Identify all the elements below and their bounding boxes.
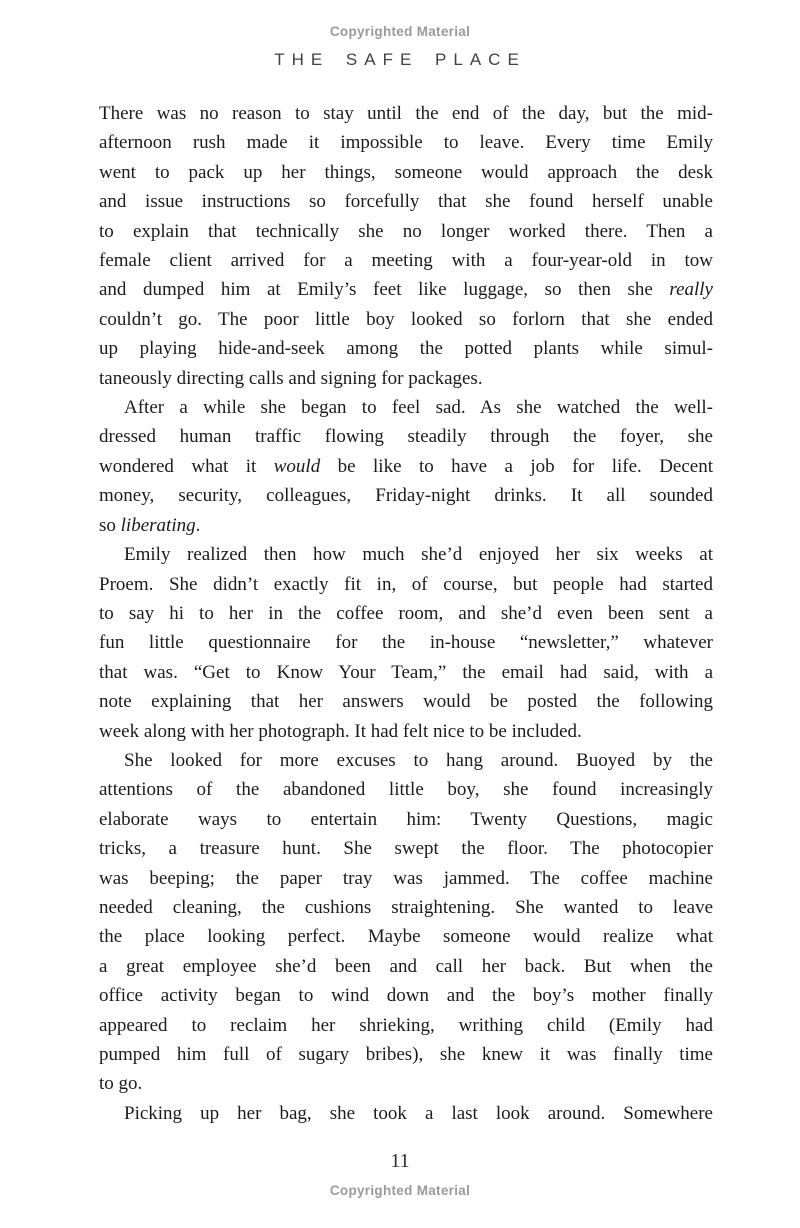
text-line: to explain that technically she no longer worked there. Then a: [99, 220, 713, 242]
text-line: money, security, colleagues, Friday-night drinks. It all sounded: [99, 485, 713, 507]
text-line: Emily realized then how much she’d enjoyed her six weeks at: [124, 544, 713, 566]
text-line: up playing hide-and-seek among the potted plants while simul-: [99, 338, 713, 360]
text-line: appeared to reclaim her shrieking, writhing child (Emily had: [99, 1014, 713, 1036]
text-line: fun little questionnaire for the in-house “newsletter,” whatever: [99, 632, 713, 654]
text-line: afternoon rush made it impossible to leave. Every time Emily: [99, 132, 713, 154]
text-line: the place looking perfect. Maybe someone would realize what: [99, 926, 713, 948]
text-line: After a while she began to feel sad. As she watched the well-: [124, 397, 713, 419]
text-line: elaborate ways to entertain him: Twenty Questions, magic: [99, 808, 713, 830]
text-line: office activity began to wind down and the boy’s mother finally: [99, 985, 713, 1007]
paragraph: [99, 99, 713, 393]
text-line: couldn’t go. The poor little boy looked so forlorn that she ended: [99, 308, 713, 330]
paragraph: [99, 1099, 713, 1128]
text-line: She looked for more excuses to hang around. Buoyed by the: [124, 749, 713, 771]
paragraph: [99, 540, 713, 746]
text-line: needed cleaning, the cushions straightening. She wanted to leave: [99, 896, 713, 918]
text-line: a great employee she’d been and call her back. But when the: [99, 955, 713, 977]
text-line: dressed human traffic flowing steadily through the foyer, she: [99, 426, 713, 448]
text-line: and issue instructions so forcefully that she found herself unable: [99, 191, 713, 213]
paragraph: [99, 746, 713, 1099]
text-line: and dumped him at Emily’s feet like luggage, so then she really: [99, 279, 713, 301]
text-line: went to pack up her things, someone would approach the desk: [99, 161, 713, 183]
page-number: 11: [390, 1150, 410, 1172]
header-copyright-notice: Copyrighted Material: [329, 24, 471, 39]
text-line: to go.: [99, 1073, 143, 1095]
text-line: taneously directing calls and signing for packages.: [99, 367, 483, 389]
text-line: pumped him full of sugary bribes), she knew it was finally time: [99, 1044, 713, 1065]
footer-copyright-notice: Copyrighted Material: [329, 1183, 471, 1198]
text-block: [99, 99, 713, 1128]
text-line: Proem. She didn’t exactly fit in, of course, but people had started: [99, 573, 713, 595]
text-line: note explaining that her answers would be posted the following: [99, 691, 713, 713]
text-line: week along with her photograph. It had felt nice to be included.: [99, 720, 582, 742]
running-title: THE SAFE PLACE: [274, 50, 526, 69]
text-line: There was no reason to stay until the end of the day, but the mid-: [99, 103, 713, 124]
text-line: that was. “Get to Know Your Team,” the email had said, with a: [99, 661, 713, 683]
text-line: wondered what it would be like to have a job for life. Decent: [99, 455, 714, 477]
text-line: Picking up her bag, she took a last look around. Somewhere: [124, 1102, 713, 1124]
text-line: to say hi to her in the coffee room, and she’d even been sent a: [99, 602, 713, 624]
text-line: tricks, a treasure hunt. She swept the floor. The photocopier: [99, 838, 713, 860]
text-line: female client arrived for a meeting with a four-year-old in tow: [99, 250, 713, 272]
paragraph: [99, 393, 713, 540]
text-line: attentions of the abandoned little boy, she found increasingly: [99, 779, 713, 801]
text-line: was beeping; the paper tray was jammed. The coffee machine: [99, 867, 713, 889]
text-line: so liberating.: [99, 514, 201, 536]
